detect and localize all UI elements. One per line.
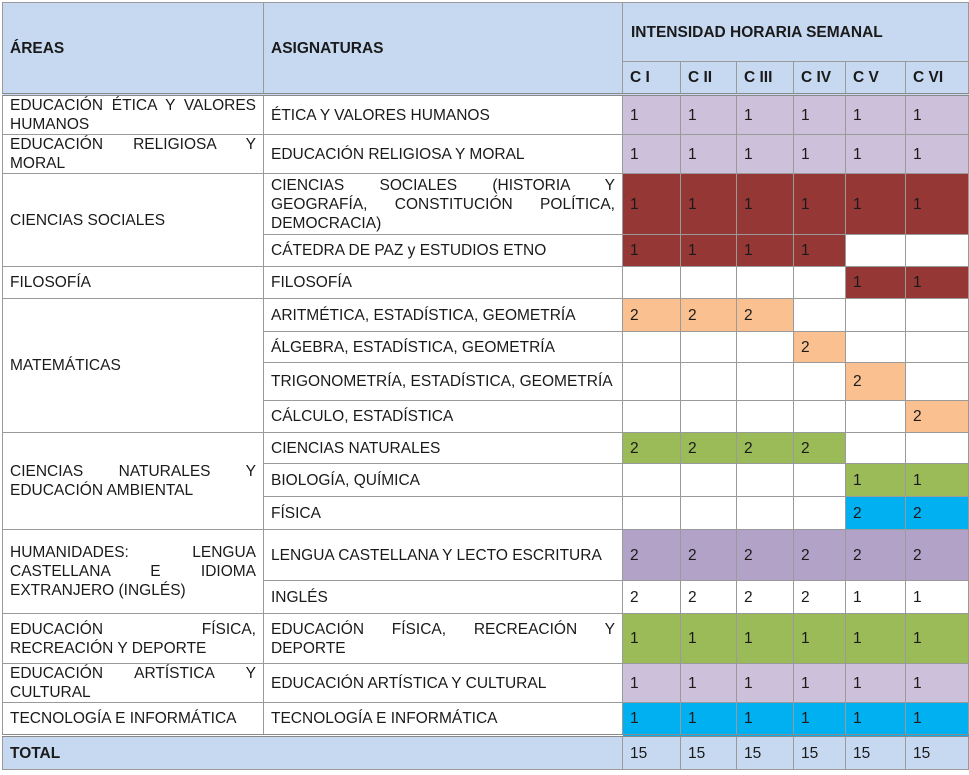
- hours-cell-c3: 1: [737, 95, 794, 135]
- subject-cell: TECNOLOGÍA E INFORMÁTICA: [264, 703, 623, 736]
- hours-cell-c1: 2: [623, 433, 681, 464]
- area-cell: CIENCIAS NATURALES Y EDUCACIÓN AMBIENTAL: [3, 433, 264, 530]
- hours-cell-c6: 1: [906, 174, 969, 235]
- subject-cell: TRIGONOMETRÍA, ESTADÍSTICA, GEOMETRÍA: [264, 363, 623, 401]
- hours-cell-c3: 1: [737, 174, 794, 235]
- hours-cell-c5: [846, 332, 906, 363]
- hours-cell-c5: 1: [846, 664, 906, 703]
- cycle-header-c5: C V: [846, 62, 906, 95]
- hours-cell-c4: 1: [794, 614, 846, 664]
- table-row: [3, 664, 969, 703]
- area-cell: MATEMÁTICAS: [3, 299, 264, 433]
- hours-cell-c6: [906, 235, 969, 267]
- hours-cell-c1: 2: [623, 530, 681, 581]
- hours-cell-c3: [737, 267, 794, 299]
- hours-cell-c1: 1: [623, 703, 681, 736]
- hours-cell-c2: [681, 497, 737, 530]
- hours-cell-c5: 1: [846, 581, 906, 614]
- hours-cell-c2: 1: [681, 235, 737, 267]
- hours-cell-c4: 2: [794, 581, 846, 614]
- hours-cell-c3: 1: [737, 703, 794, 736]
- hours-cell-c4: [794, 363, 846, 401]
- hours-cell-c2: 2: [681, 433, 737, 464]
- table-footer: [3, 736, 969, 770]
- subject-cell: EDUCACIÓN ARTÍSTICA Y CULTURAL: [264, 664, 623, 703]
- hours-cell-c2: 1: [681, 664, 737, 703]
- hours-cell-c5: 1: [846, 464, 906, 497]
- table-row: [3, 299, 969, 332]
- subject-cell: EDUCACIÓN FÍSICA, RECREACIÓN Y DEPORTE: [264, 614, 623, 664]
- area-cell: EDUCACIÓN ARTÍSTICA Y CULTURAL: [3, 664, 264, 703]
- hours-cell-c6: 1: [906, 95, 969, 135]
- hours-cell-c6: [906, 433, 969, 464]
- hours-cell-c2: 2: [681, 299, 737, 332]
- area-cell: CIENCIAS SOCIALES: [3, 174, 264, 267]
- subject-cell: FILOSOFÍA: [264, 267, 623, 299]
- subject-cell: EDUCACIÓN RELIGIOSA Y MORAL: [264, 135, 623, 174]
- hours-cell-c3: 1: [737, 614, 794, 664]
- total-label: TOTAL: [3, 736, 623, 770]
- hours-cell-c1: 1: [623, 174, 681, 235]
- table-row: [3, 135, 969, 174]
- table-row: [3, 433, 969, 464]
- hours-cell-c4: [794, 497, 846, 530]
- hours-cell-c1: 2: [623, 581, 681, 614]
- hours-cell-c3: 2: [737, 581, 794, 614]
- area-cell: EDUCACIÓN RELIGIOSA Y MORAL: [3, 135, 264, 174]
- hours-cell-c4: 2: [794, 433, 846, 464]
- hours-cell-c2: [681, 332, 737, 363]
- hours-cell-c5: 1: [846, 135, 906, 174]
- curriculum-table: [2, 2, 969, 770]
- table-row: [3, 703, 969, 736]
- hours-cell-c5: 1: [846, 267, 906, 299]
- hours-cell-c1: [623, 332, 681, 363]
- hours-cell-c2: 1: [681, 135, 737, 174]
- hours-cell-c4: 2: [794, 530, 846, 581]
- hours-cell-c4: 1: [794, 235, 846, 267]
- hours-cell-c5: [846, 299, 906, 332]
- areas-header: ÁREAS: [3, 3, 264, 95]
- hours-cell-c3: 1: [737, 664, 794, 703]
- hours-cell-c1: 2: [623, 299, 681, 332]
- area-cell: EDUCACIÓN FÍSICA, RECREACIÓN Y DEPORTE: [3, 614, 264, 664]
- hours-cell-c2: 1: [681, 703, 737, 736]
- area-cell: HUMANIDADES: LENGUA CASTELLANA E IDIOMA EXTRANJERO (INGLÉS): [3, 530, 264, 614]
- area-cell: TECNOLOGÍA E INFORMÁTICA: [3, 703, 264, 736]
- hours-cell-c1: 1: [623, 135, 681, 174]
- subjects-header: ASIGNATURAS: [264, 3, 623, 95]
- hours-cell-c2: 1: [681, 174, 737, 235]
- hours-cell-c3: 1: [737, 235, 794, 267]
- hours-cell-c5: 1: [846, 614, 906, 664]
- hours-cell-c2: 2: [681, 530, 737, 581]
- total-value-c1: 15: [623, 736, 681, 770]
- table-row: [3, 614, 969, 664]
- hours-cell-c1: 1: [623, 664, 681, 703]
- subject-cell: FÍSICA: [264, 497, 623, 530]
- hours-cell-c5: 2: [846, 497, 906, 530]
- table-row: [3, 174, 969, 235]
- hours-cell-c5: 1: [846, 95, 906, 135]
- total-value-c2: 15: [681, 736, 737, 770]
- cycle-header-c4: C IV: [794, 62, 846, 95]
- subject-cell: ÉTICA Y VALORES HUMANOS: [264, 95, 623, 135]
- hours-cell-c5: 2: [846, 363, 906, 401]
- hours-cell-c6: 1: [906, 135, 969, 174]
- hours-cell-c4: 1: [794, 135, 846, 174]
- total-value-c5: 15: [846, 736, 906, 770]
- hours-cell-c2: [681, 363, 737, 401]
- subject-cell: CIENCIAS NATURALES: [264, 433, 623, 464]
- hours-cell-c6: 1: [906, 664, 969, 703]
- hours-cell-c6: 1: [906, 581, 969, 614]
- area-cell: FILOSOFÍA: [3, 267, 264, 299]
- area-cell: EDUCACIÓN ÉTICA Y VALORES HUMANOS: [3, 95, 264, 135]
- hours-cell-c4: [794, 267, 846, 299]
- hours-cell-c4: [794, 401, 846, 433]
- hours-cell-c3: 2: [737, 433, 794, 464]
- hours-cell-c5: [846, 235, 906, 267]
- subject-cell: LENGUA CASTELLANA Y LECTO ESCRITURA: [264, 530, 623, 581]
- hours-cell-c2: [681, 401, 737, 433]
- subject-cell: BIOLOGÍA, QUÍMICA: [264, 464, 623, 497]
- hours-cell-c3: [737, 497, 794, 530]
- hours-cell-c3: 2: [737, 299, 794, 332]
- hours-cell-c3: 2: [737, 530, 794, 581]
- table-row: [3, 267, 969, 299]
- hours-cell-c2: 2: [681, 581, 737, 614]
- cycle-header-c6: C VI: [906, 62, 969, 95]
- subject-cell: CÁLCULO, ESTADÍSTICA: [264, 401, 623, 433]
- total-value-c6: 15: [906, 736, 969, 770]
- hours-cell-c4: [794, 464, 846, 497]
- subject-cell: INGLÉS: [264, 581, 623, 614]
- hours-cell-c1: [623, 464, 681, 497]
- hours-cell-c1: [623, 267, 681, 299]
- subject-cell: CIENCIAS SOCIALES (HISTORIA Y GEOGRAFÍA, CONSTITUCIÓN POLÍTICA, DEMOCRACIA): [264, 174, 623, 235]
- hours-cell-c5: 2: [846, 530, 906, 581]
- hours-cell-c4: 1: [794, 664, 846, 703]
- hours-cell-c4: [794, 299, 846, 332]
- cycle-header-c2: C II: [681, 62, 737, 95]
- hours-cell-c6: 1: [906, 703, 969, 736]
- hours-cell-c6: 2: [906, 497, 969, 530]
- cycle-header-c1: C I: [623, 62, 681, 95]
- subject-cell: ÁLGEBRA, ESTADÍSTICA, GEOMETRÍA: [264, 332, 623, 363]
- hours-cell-c3: [737, 363, 794, 401]
- hours-cell-c2: [681, 267, 737, 299]
- hours-cell-c1: [623, 401, 681, 433]
- table-header: [3, 3, 969, 95]
- subject-cell: ARITMÉTICA, ESTADÍSTICA, GEOMETRÍA: [264, 299, 623, 332]
- hours-cell-c6: 2: [906, 530, 969, 581]
- hours-cell-c6: [906, 363, 969, 401]
- hours-cell-c4: 1: [794, 95, 846, 135]
- hours-cell-c3: [737, 332, 794, 363]
- hours-cell-c6: [906, 299, 969, 332]
- hours-cell-c6: 1: [906, 267, 969, 299]
- hours-cell-c5: [846, 401, 906, 433]
- hours-cell-c3: [737, 464, 794, 497]
- hours-cell-c4: 1: [794, 174, 846, 235]
- table-body: [3, 95, 969, 736]
- hours-cell-c4: 2: [794, 332, 846, 363]
- subject-cell: CÁTEDRA DE PAZ y ESTUDIOS ETNO: [264, 235, 623, 267]
- total-value-c4: 15: [794, 736, 846, 770]
- hours-cell-c2: [681, 464, 737, 497]
- hours-cell-c2: 1: [681, 95, 737, 135]
- hours-cell-c6: 1: [906, 614, 969, 664]
- hours-cell-c1: 1: [623, 95, 681, 135]
- hours-cell-c6: [906, 332, 969, 363]
- hours-cell-c4: 1: [794, 703, 846, 736]
- table-row: [3, 95, 969, 135]
- hours-cell-c2: 1: [681, 614, 737, 664]
- hours-cell-c1: [623, 363, 681, 401]
- total-value-c3: 15: [737, 736, 794, 770]
- cycle-header-c3: C III: [737, 62, 794, 95]
- hours-cell-c3: 1: [737, 135, 794, 174]
- hours-cell-c5: 1: [846, 174, 906, 235]
- hours-cell-c3: [737, 401, 794, 433]
- hours-cell-c5: [846, 433, 906, 464]
- hours-cell-c5: 1: [846, 703, 906, 736]
- hours-cell-c1: [623, 497, 681, 530]
- hours-cell-c6: 1: [906, 464, 969, 497]
- hours-cell-c6: 2: [906, 401, 969, 433]
- hours-cell-c1: 1: [623, 614, 681, 664]
- weekly-hours-header: INTENSIDAD HORARIA SEMANAL: [623, 3, 969, 62]
- table-row: [3, 530, 969, 581]
- hours-cell-c1: 1: [623, 235, 681, 267]
